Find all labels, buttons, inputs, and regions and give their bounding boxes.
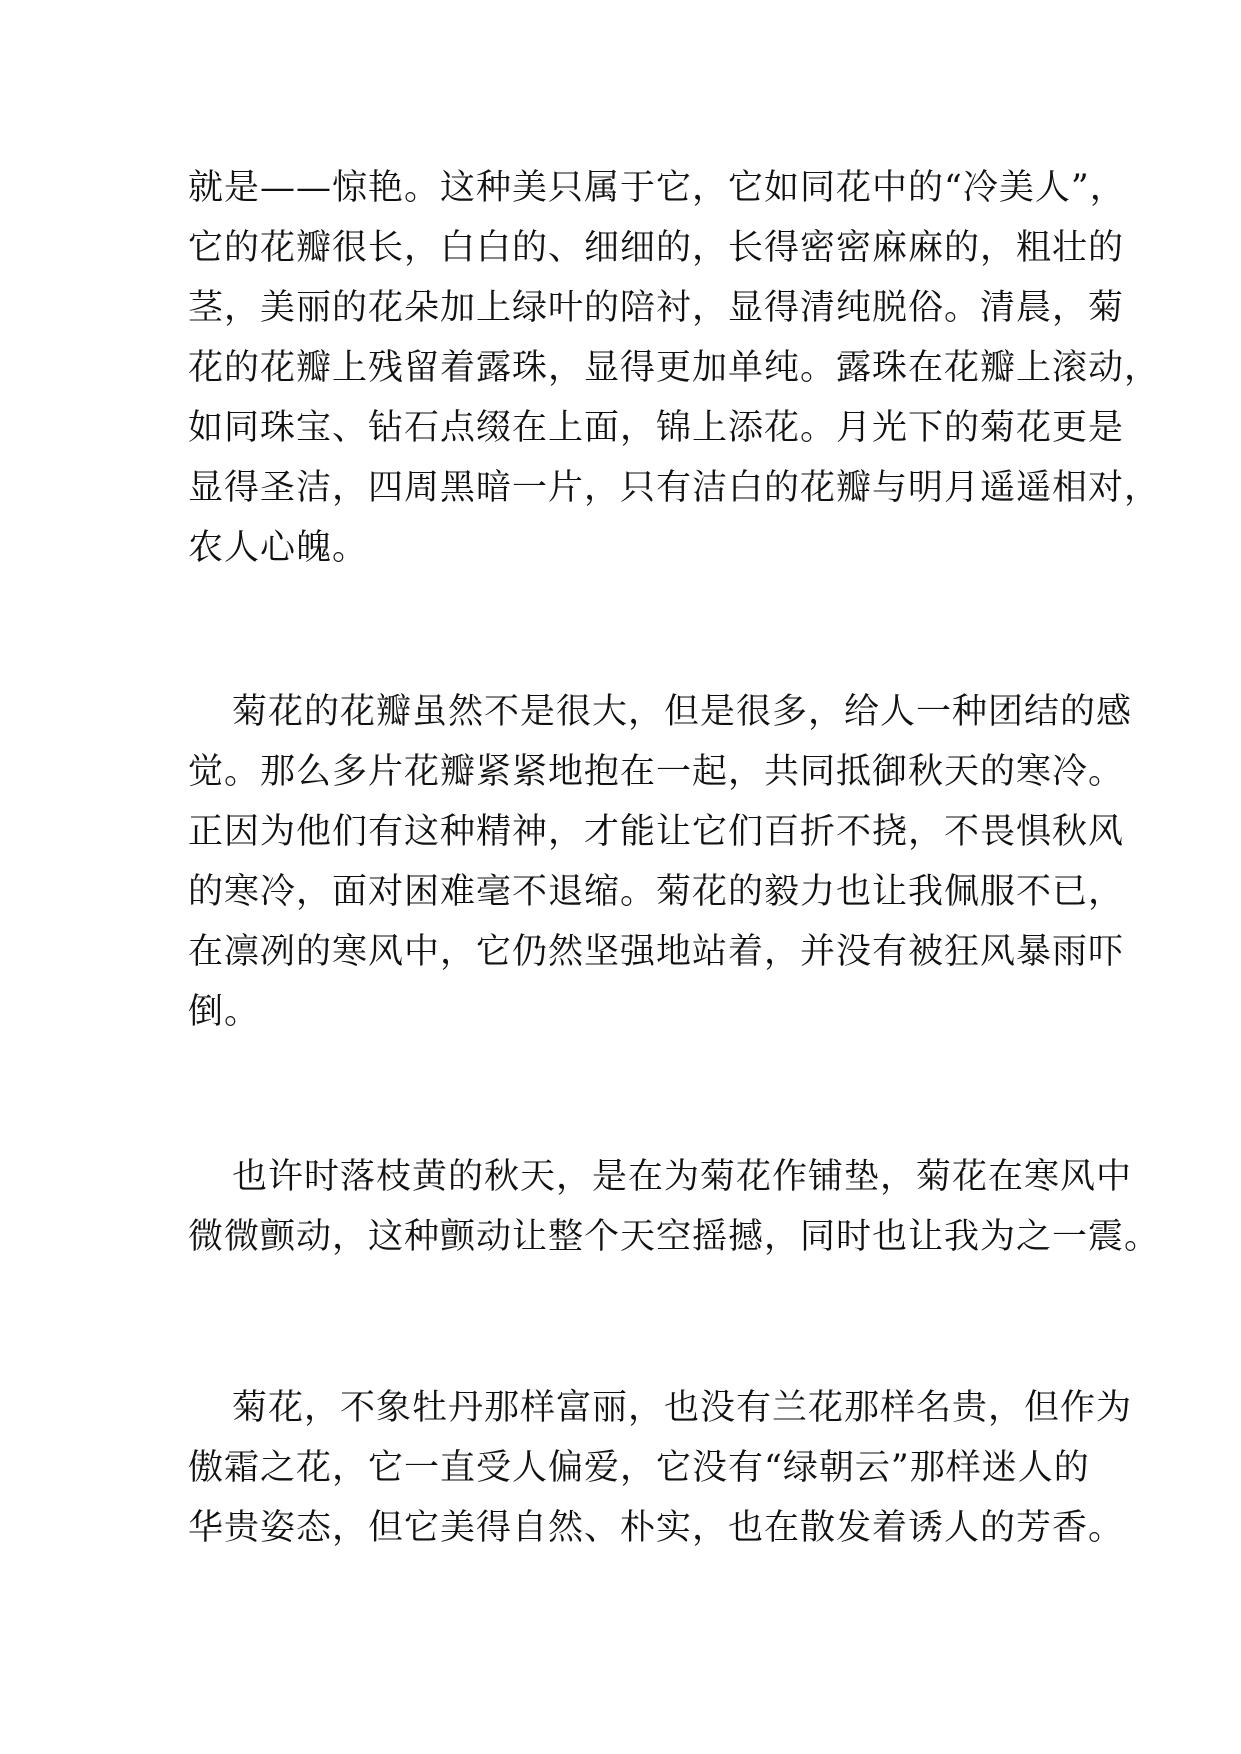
paragraph-4 xyxy=(188,1378,1133,1558)
paragraph-3 xyxy=(188,1147,1161,1267)
text-line: 花的花瓣上残留着露珠，显得更加单纯。露珠在花瓣上滚动， xyxy=(188,348,1161,388)
text-line: 它的花瓣很长，白白的、细细的，长得密密麻麻的，粗壮的 xyxy=(188,228,1125,268)
text-line: 显得圣洁，四周黑暗一片，只有洁白的花瓣与明月遥遥相对， xyxy=(188,468,1161,508)
text-line: 微微颤动，这种颤动让整个天空摇撼，同时也让我为之一震。 xyxy=(188,1217,1161,1257)
text-line: 觉。那么多片花瓣紧紧地抱在一起，共同抵御秋天的寒冷。 xyxy=(188,752,1125,792)
text-line: 的寒冷，面对困难毫不退缩。菊花的毅力也让我佩服不已， xyxy=(188,872,1125,912)
text-line: 在凛冽的寒风中，它仍然坚强地站着，并没有被狂风暴雨吓 xyxy=(188,932,1125,972)
text-line: 农人心魄。 xyxy=(188,528,369,568)
text-line: 菊花，不象牡丹那样富丽，也没有兰花那样名贵，但作为 xyxy=(232,1388,1133,1428)
text-line: 华贵姿态，但它美得自然、朴实，也在散发着诱人的芳香。 xyxy=(188,1508,1125,1548)
text-line: 茎，美丽的花朵加上绿叶的陪衬，显得清纯脱俗。清晨，菊 xyxy=(188,288,1125,328)
text-line: 菊花的花瓣虽然不是很大，但是很多，给人一种团结的感 xyxy=(232,692,1133,732)
paragraph-1 xyxy=(188,158,1161,578)
text-line: 就是——惊艳。这种美只属于它，它如同花中的“冷美人”， xyxy=(188,168,1126,208)
text-line: 正因为他们有这种精神，才能让它们百折不挠，不畏惧秋风 xyxy=(188,812,1125,852)
paragraph-2 xyxy=(188,682,1133,1042)
text-line: 如同珠宝、钻石点缀在上面，锦上添花。月光下的菊花更是 xyxy=(188,408,1125,448)
text-line: 傲霜之花，它一直受人偏爱，它没有“绿朝云”那样迷人的 xyxy=(188,1448,1090,1488)
text-line: 也许时落枝黄的秋天，是在为菊花作铺垫，菊花在寒风中 xyxy=(232,1157,1133,1197)
text-line: 倒。 xyxy=(188,992,261,1032)
